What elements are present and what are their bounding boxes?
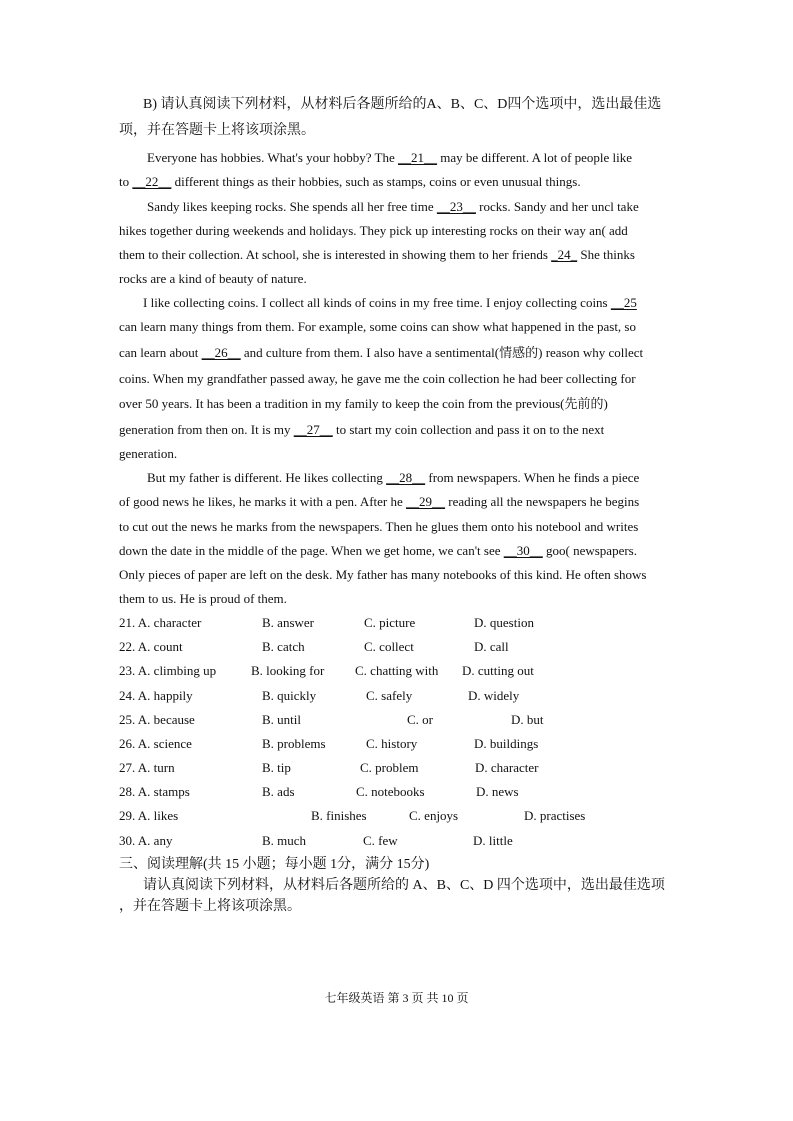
passage-line: over 50 years. It has been a tradition in my family to keep the coin from the previous(先前的) <box>119 396 608 411</box>
text: different things as their hobbies, such as stamps, coins or even unusual things. <box>174 174 581 189</box>
question-21-option-d: D. question <box>474 615 534 630</box>
passage-line <box>143 294 637 312</box>
text: Sandy likes keeping rocks. She spends all her free time <box>147 199 434 214</box>
question-24-option-a: 24. A. happily <box>119 688 193 703</box>
passage-line <box>119 344 643 362</box>
text: reading all the newspapers he begins <box>448 494 640 509</box>
blank-21: __21__ <box>397 150 437 165</box>
passage-line <box>119 493 639 511</box>
section-3-instructions-line-2: ，并在答题卡上将该项涂黑。 <box>119 899 301 914</box>
instructions-line-1: B) 请认真阅读下列材料，从材料后各题所给的A、B、C、D四个选项中，选出最佳选 <box>143 97 662 112</box>
passage-line: can learn many things from them. For example, some coins can show what happened in the past, so <box>119 319 636 334</box>
question-23-option-c: C. chatting with <box>355 663 439 678</box>
blank-26: __26__ <box>201 345 241 360</box>
question-21-option-c: C. picture <box>364 615 416 630</box>
question-22-option-b: B. catch <box>262 639 305 654</box>
question-23-option-b: B. looking for <box>251 663 325 678</box>
text: and culture from them. I also have a sentimental(情感的) reason why collect <box>243 345 644 360</box>
text: I like collecting coins. I collect all kinds of coins in my free time. I enjoy collecting coins <box>143 295 608 310</box>
question-22-option-a: 22. A. count <box>119 639 183 654</box>
passage-line <box>119 542 637 560</box>
passage-line <box>147 469 639 487</box>
question-23-option-a: 23. A. climbing up <box>119 663 217 678</box>
question-28-option-c: C. notebooks <box>356 784 425 799</box>
text: rocks. Sandy and her uncl take <box>479 199 639 214</box>
passage-line: Only pieces of paper are left on the desk. My father has many notebooks of this kind. He often shows <box>119 567 647 582</box>
text: generation from then on. It is my <box>119 422 291 437</box>
text: from newspapers. When he finds a piece <box>428 470 640 485</box>
question-21-option-a: 21. A. character <box>119 615 202 630</box>
question-27-option-d: D. character <box>475 760 539 775</box>
question-29-option-d: D. practises <box>524 808 586 823</box>
blank-27: __27__ <box>293 422 333 437</box>
question-28-option-d: D. news <box>476 784 519 799</box>
text: goo( newspapers. <box>546 543 637 558</box>
question-24-option-d: D. widely <box>468 688 520 703</box>
question-22-option-d: D. call <box>474 639 509 654</box>
text: to start my coin collection and pass it on to the next <box>336 422 605 437</box>
blank-25: __25 <box>610 295 637 310</box>
passage-line <box>119 421 604 439</box>
passage-line: to cut out the news he marks from the newspapers. Then he glues them onto his notebool and writes <box>119 519 639 534</box>
question-27-option-c: C. problem <box>360 760 419 775</box>
question-29-option-a: 29. A. likes <box>119 808 179 823</box>
question-22-option-c: C. collect <box>364 639 414 654</box>
question-26-option-d: D. buildings <box>474 736 539 751</box>
question-28-option-a: 28. A. stamps <box>119 784 190 799</box>
blank-29: __29__ <box>406 494 446 509</box>
passage-line: them to us. He is proud of them. <box>119 591 287 606</box>
question-30-option-d: D. little <box>473 833 513 848</box>
question-25-option-c: C. or <box>407 712 433 727</box>
passage-line: coins. When my grandfather passed away, he gave me the coin collection he had beer collecting for <box>119 371 636 386</box>
text: may be different. A lot of people like <box>440 150 633 165</box>
question-29-option-c: C. enjoys <box>409 808 459 823</box>
question-27-option-b: B. tip <box>262 760 291 775</box>
question-26-option-b: B. problems <box>262 736 326 751</box>
question-30-option-b: B. much <box>262 833 307 848</box>
instructions-line-2: 项，并在答题卡上将该项涂黑。 <box>119 123 315 138</box>
question-25-option-b: B. until <box>262 712 302 727</box>
passage-line <box>147 149 632 167</box>
question-24-option-b: B. quickly <box>262 688 317 703</box>
passage-line <box>119 173 581 191</box>
question-23-option-d: D. cutting out <box>462 663 534 678</box>
question-26-option-c: C. history <box>366 736 418 751</box>
question-25-option-d: D. but <box>511 712 544 727</box>
passage-line: hikes together during weekends and holidays. They pick up interesting rocks on their way an( add <box>119 223 628 238</box>
question-25-option-a: 25. A. because <box>119 712 195 727</box>
text: to <box>119 174 130 189</box>
text: of good news he likes, he marks it with a pen. After he <box>119 494 403 509</box>
question-30-option-c: C. few <box>363 833 398 848</box>
question-24-option-c: C. safely <box>366 688 413 703</box>
question-26-option-a: 26. A. science <box>119 736 192 751</box>
section-3-instructions-line-1: 请认真阅读下列材料，从材料后各题所给的 A、B、C、D 四个选项中，选出最佳选项 <box>143 878 665 893</box>
text: Everyone has hobbies. What's your hobby? The <box>147 150 395 165</box>
question-30-option-a: 30. A. any <box>119 833 173 848</box>
text: down the date in the middle of the page. When we get home, we can't see <box>119 543 501 558</box>
blank-23: __23__ <box>436 199 476 214</box>
question-27-option-a: 27. A. turn <box>119 760 175 775</box>
text: She thinks <box>580 247 635 262</box>
blank-24: _24_ <box>551 247 578 262</box>
text: But my father is different. He likes collecting <box>147 470 383 485</box>
section-3-heading: 三、阅读理解(共 15 小题；每小题 1分，满分 15分) <box>119 857 430 872</box>
question-21-option-b: B. answer <box>262 615 314 630</box>
blank-22: __22__ <box>132 174 172 189</box>
passage-line <box>147 198 639 216</box>
text: can learn about <box>119 345 199 360</box>
text: them to their collection. At school, she is interested in showing them to her friends <box>119 247 548 262</box>
passage-line <box>119 246 635 264</box>
blank-30: __30__ <box>503 543 543 558</box>
question-29-option-b: B. finishes <box>311 808 367 823</box>
page-footer: 七年级英语 第 3 页 共 10 页 <box>324 991 469 1005</box>
passage-line: rocks are a kind of beauty of nature. <box>119 271 307 286</box>
blank-28: __28__ <box>386 470 426 485</box>
question-28-option-b: B. ads <box>262 784 295 799</box>
passage-line: generation. <box>119 446 178 461</box>
